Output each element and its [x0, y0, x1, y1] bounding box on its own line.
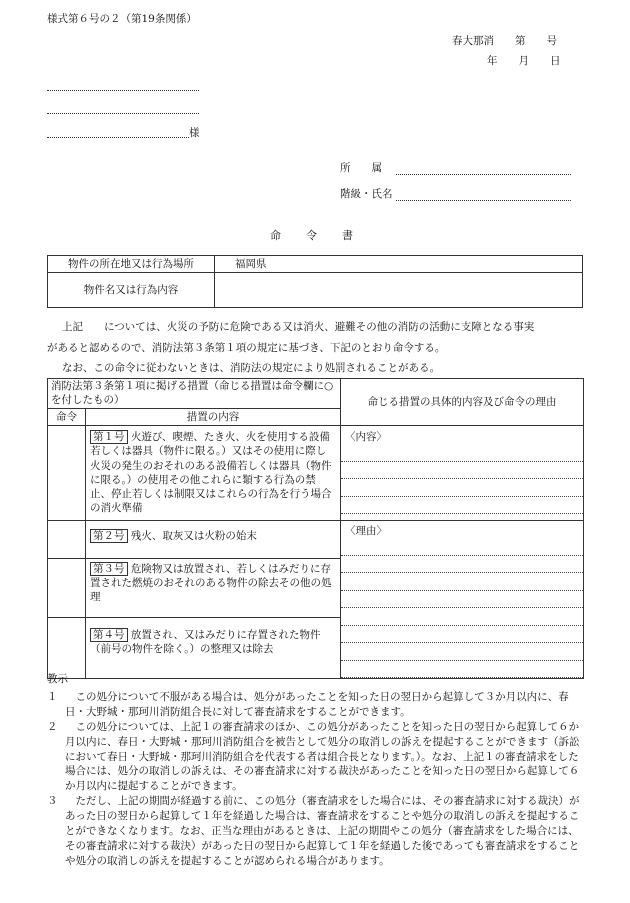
note-number-2: ２ [47, 720, 58, 733]
document-number: 春大那消 第 号 [452, 35, 557, 47]
property-name-value [215, 273, 583, 308]
measure-number-2: 第２号 [90, 529, 128, 543]
content-cell[interactable] [341, 426, 584, 521]
measures-header-right: 命じる措置の具体的内容及び命令の理由 [341, 379, 584, 426]
reason-label: 〈理由〉 [345, 525, 388, 538]
measure-row-2 [48, 521, 584, 558]
note-text-1: この処分について不服がある場合は、処分があったことを知った日の翌日から起算して３か月以内に、春日・大野城・那珂川消防組合長に対して審査請求をすることができます。 [65, 690, 569, 718]
addressee-suffix: 様 [189, 127, 200, 139]
notes-section [47, 672, 587, 869]
measure-text-4: 放置され、又はみだりに存置された物件（前号の物件を除く。）の整理又は除去 [90, 628, 321, 656]
property-name-label: 物件名又は行為内容 [48, 273, 215, 308]
note-item-3 [47, 794, 587, 869]
measure-content-4 [86, 617, 341, 679]
reason-ruled-line-6 [341, 626, 583, 644]
order-cell-1[interactable] [48, 426, 86, 521]
content-ruled-line-1 [341, 444, 583, 462]
rank-name-label: 階級・氏名 [340, 188, 393, 200]
measure-text-1: 火遊び、喫煙、たき火、火を使用する設備若しくは器具（物件に限る。）又はその使用に際し火災の発生のおそれのある設備若しくは器具（物件に限る。）の使用その他これらに類する行為の禁止、停止若しくは制限又はこれらの行為を行う場合の消火準備 [90, 431, 332, 515]
measure-number-1: 第１号 [90, 430, 128, 444]
addressee-line-2 [47, 113, 199, 114]
content-column-header: 措置の内容 [86, 409, 341, 426]
content-ruled-line-3 [341, 479, 583, 497]
addressee-line-1 [47, 90, 199, 91]
note-item-1 [47, 690, 587, 720]
form-number: 様式第６号の２（第19条関係） [47, 13, 197, 25]
reason-ruled-line-5 [341, 608, 583, 626]
order-cell-4[interactable] [48, 617, 86, 679]
measures-header-left: 消防法第３条第１項に掲げる措置（命じる措置は命令欄に○を付したもの） [48, 379, 341, 409]
location-label: 物件の所在地又は行為場所 [48, 256, 215, 273]
body-line-3: なお、この命令に従わないときは、消防法の規定により処罰されることがある。 [62, 362, 440, 374]
addressee-line-3 [47, 137, 189, 138]
note-text-3: ただし、上記の期間が経過する前に、この処分（審査請求をした場合には、その審査請求に対する裁決）があった日の翌日から起算して１年を経過した場合は、審査請求をすることや処分の取消しの訴えを提起することができなくなります。なお、正当な理由があるときは、上記の期間やこの処分（審査請求をした場合には、その審査請求に対する裁決）があった日の翌日から起算して１年を経過した後であっても審査請求をすることや処分の取消しの訴えを提起することが認められる場合があります。 [65, 795, 580, 867]
notes-heading: 教示 [47, 673, 68, 685]
location-value: 福岡県 [215, 256, 583, 273]
note-number-1: １ [47, 690, 58, 703]
affiliation-label: 所 属 [340, 162, 382, 174]
measure-number-3: 第３号 [90, 562, 128, 576]
reason-ruled-line-1 [341, 538, 583, 556]
measure-row-1 [48, 426, 584, 521]
order-cell-2[interactable] [48, 521, 86, 558]
content-ruled-line-2 [341, 462, 583, 480]
measure-number-4: 第４号 [90, 628, 128, 642]
note-item-2 [47, 720, 587, 795]
body-line-2: があると認めるので、消防法第３条第１項の規定に基づき、下記のとおり命令する。 [47, 342, 446, 354]
reason-ruled-line-7 [341, 643, 583, 661]
measure-text-2: 残火、取灰又は火粉の始末 [130, 530, 257, 543]
reason-ruled-line-4 [341, 591, 583, 609]
body-line-1: 上記 については、火災の予防に危険である又は消火、避難その他の消防の活動に支障となる事実 [62, 321, 535, 333]
issue-date: 年 月 日 [487, 55, 561, 67]
measure-content-3 [86, 558, 341, 617]
reason-cell[interactable] [341, 521, 584, 679]
order-column-header: 命令 [48, 409, 86, 426]
rank-name-line [396, 200, 571, 201]
measure-content-1 [86, 426, 341, 521]
order-cell-3[interactable] [48, 558, 86, 617]
note-text-2: この処分については、上記１の審査請求のほか、この処分があったことを知った日の翌日から起算して６か月以内に、春日・大野城・那珂川消防組合を被告として処分の取消しの訴えを提起することができます（訴訟において春日・大野城・那珂川消防組合を代表する者は組合長となります。）。なお、上記１の審査請求をした場合には、処分の取消しの訴えは、その審査請求に対する裁決があったことを知った日の翌日から起算して６か月以内に提起することができます。 [65, 720, 580, 793]
content-ruled-line-4 [341, 497, 583, 515]
measure-text-3: 危険物又は放置され、若しくはみだりに存置された燃焼のおそれのある物件の除去その他の処理 [90, 562, 332, 603]
measure-content-2 [86, 521, 341, 558]
content-label: 〈内容〉 [345, 431, 388, 444]
reason-ruled-line-2 [341, 556, 583, 574]
document-title: 命 令 書 [270, 229, 354, 242]
note-number-3: ３ [47, 795, 58, 808]
measures-table [47, 378, 584, 679]
property-table [47, 255, 583, 308]
affiliation-line [396, 174, 571, 175]
reason-ruled-line-3 [341, 573, 583, 591]
